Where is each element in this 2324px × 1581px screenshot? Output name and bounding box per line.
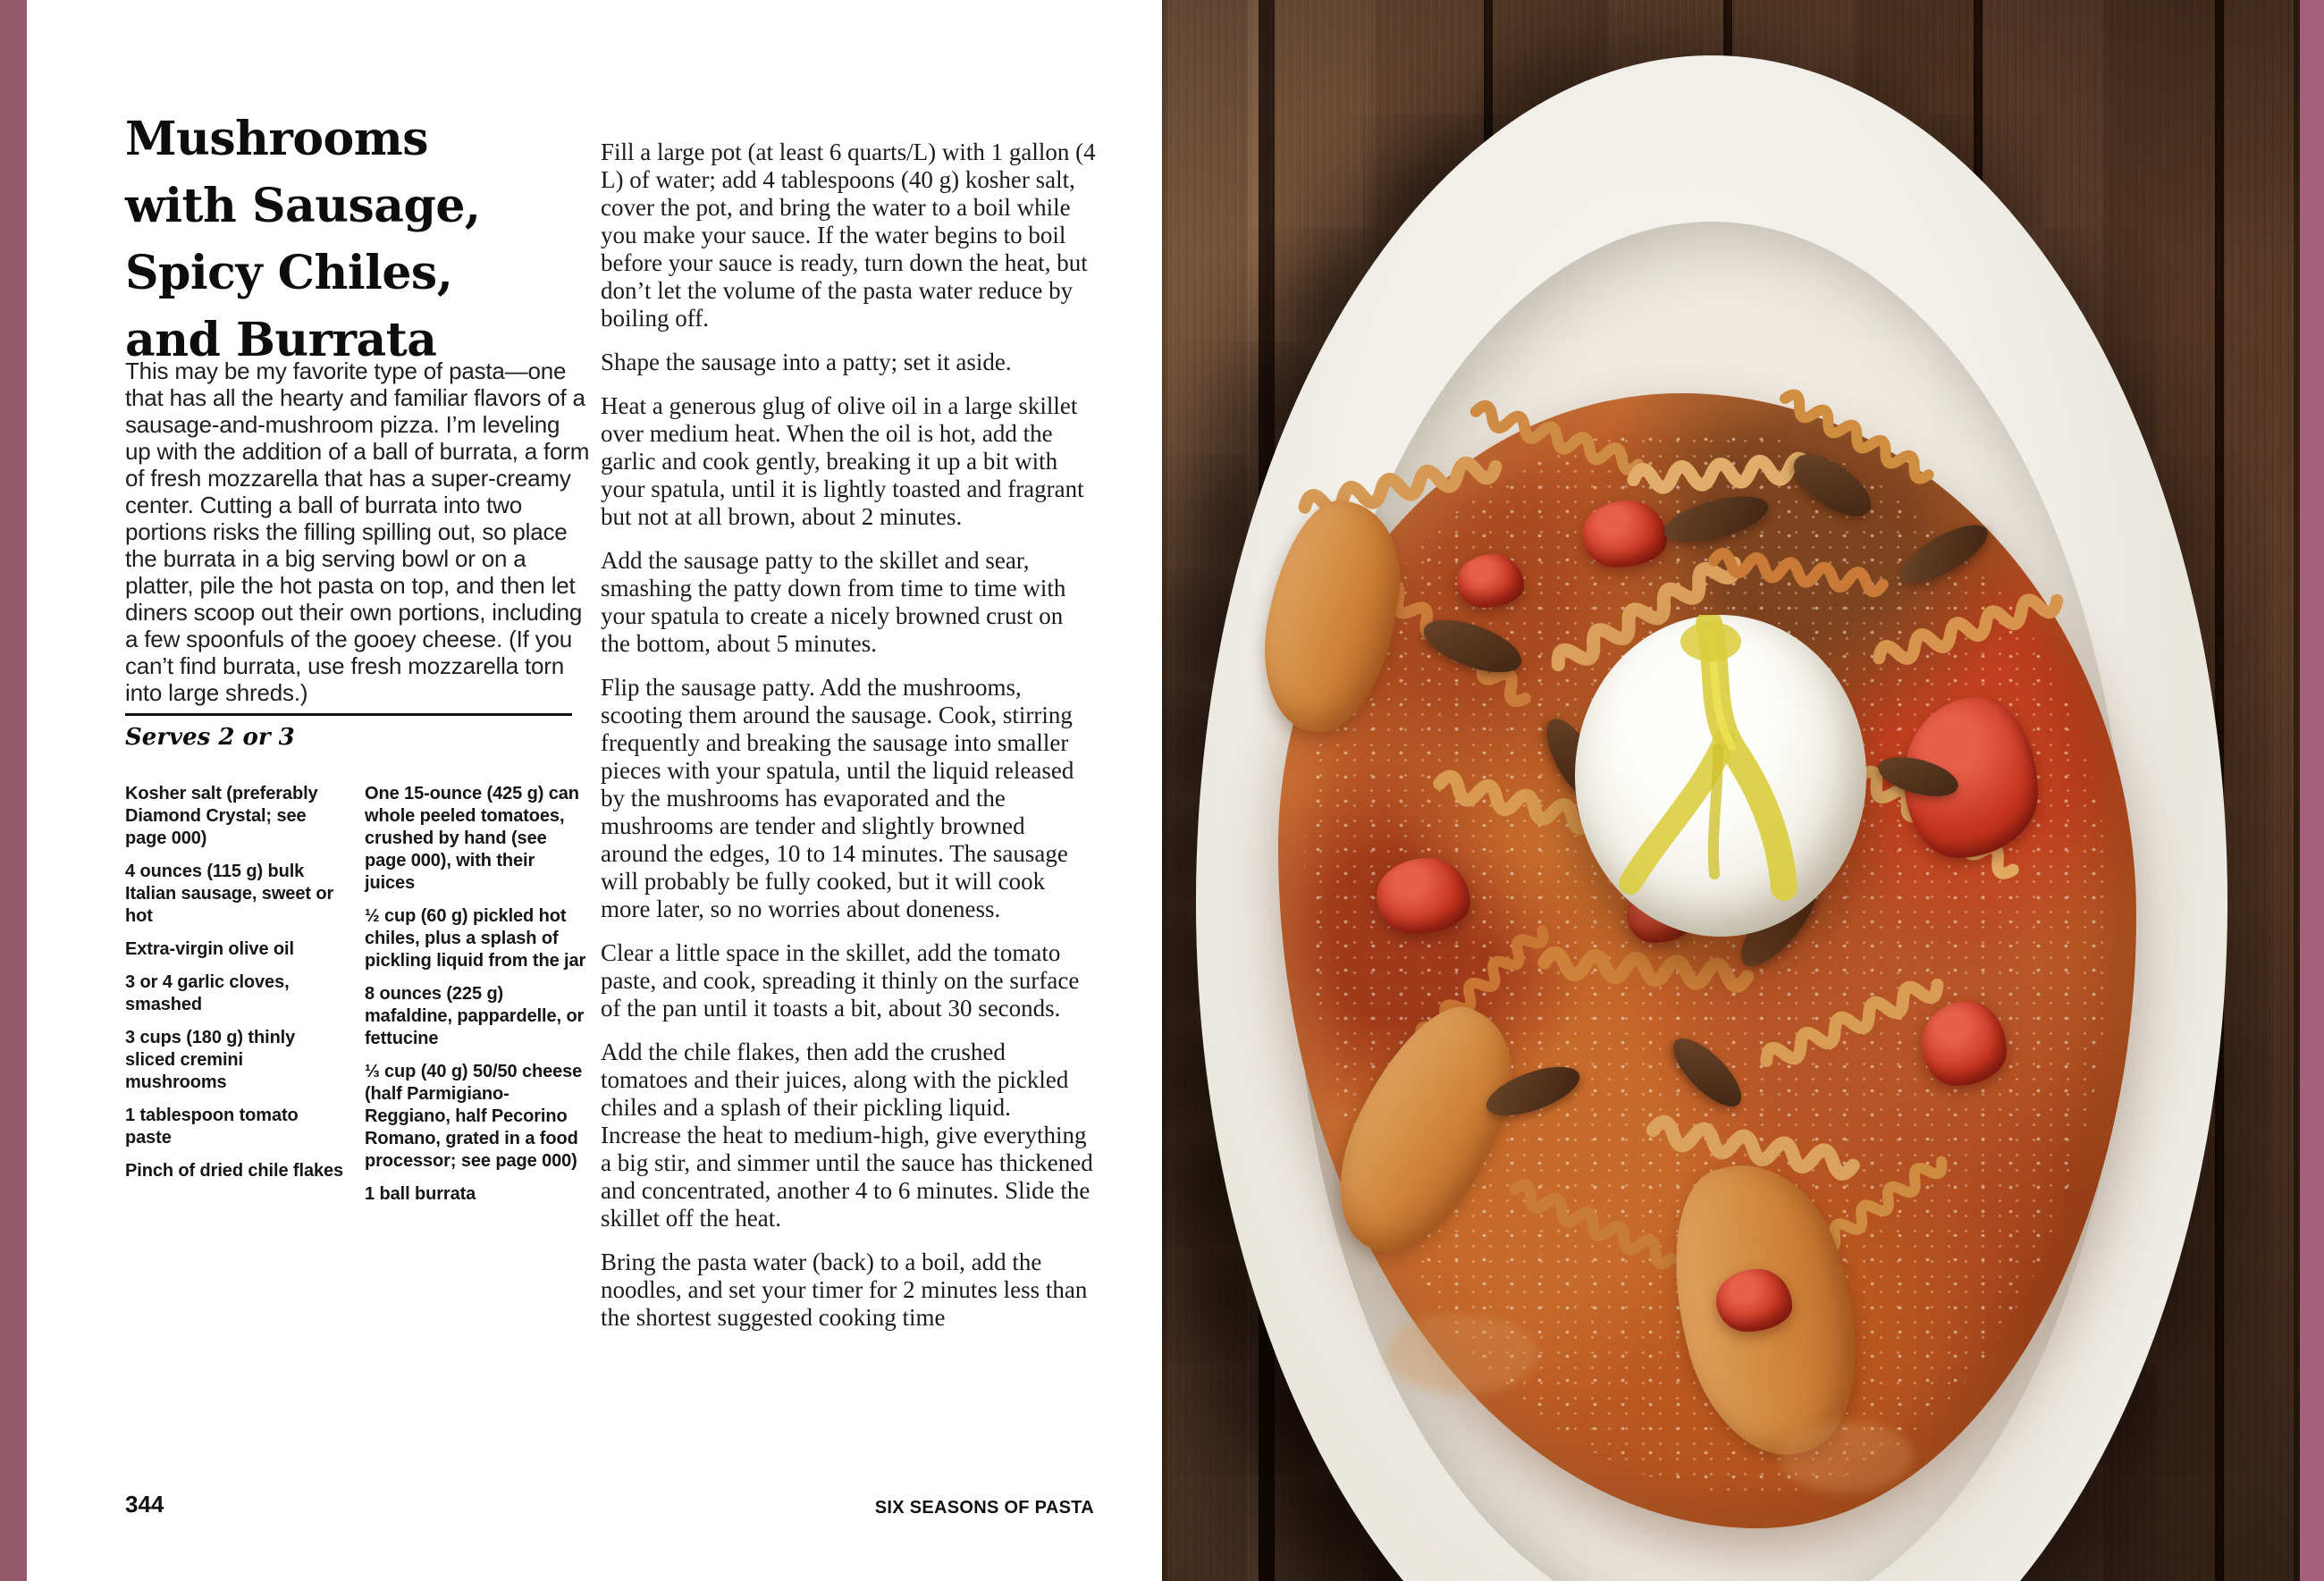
instruction-step: Flip the sausage patty. Add the mushrooms, scooting them around the sausage. Cook, stirring frequently and breaking the sausage into smaller pieces with your spatula, until the liquid released by the mushrooms has evaporated and the mushrooms are tender and slightly browned around the edges, 10 to 14 minutes. The sausage will probably be fully cooked, but it will cook more later, so no worries about doneness. bbox=[601, 674, 1074, 922]
ingredient: Kosher salt (preferably Diamond Crystal; see page 000) bbox=[125, 784, 318, 848]
left-accent-bar bbox=[0, 0, 27, 1581]
ingredient: ⅓ cup (40 g) 50/50 cheese (half Parmigiano-Reggiano, half Pecorino Romano, grated in a food processor; see page 000) bbox=[365, 1062, 583, 1171]
tomato-chunk bbox=[1716, 1269, 1792, 1332]
recipe-title-line: Mushrooms bbox=[125, 112, 429, 166]
instruction-step: Add the chile flakes, then add the crushed tomatoes and their juices, along with the pickled chiles and a splash of their pickling liquid. Increase the heat to medium-high, give everything a big stir, and simmer until the sauce has thickened and concentrated, another 4 to 6 minutes. Slide the skillet off the heat. bbox=[601, 1039, 1093, 1232]
ingredient: One 15-ounce (425 g) can whole peeled tomatoes, crushed by hand (see page 000), with their juices bbox=[365, 784, 579, 893]
olive-oil-drizzle bbox=[1575, 615, 1866, 937]
pasta-photo bbox=[1162, 0, 2324, 1581]
recipe-title-line: and Burrata bbox=[125, 313, 437, 367]
ingredient: Extra-virgin olive oil bbox=[125, 939, 294, 959]
tomato-chunk bbox=[1457, 554, 1524, 608]
instructions bbox=[601, 139, 1097, 1348]
page-number: 344 bbox=[125, 1491, 164, 1518]
instruction-step: Bring the pasta water (back) to a boil, add the noodles, and set your timer for 2 minutes less than the shortest suggested cooking time bbox=[601, 1249, 1088, 1331]
ingredient-column-2 bbox=[365, 783, 588, 1216]
ingredient: 3 cups (180 g) thinly sliced cremini mushrooms bbox=[125, 1028, 296, 1092]
recipe-intro: This may be my favorite type of pasta—one that has all the hearty and familiar flavors of a sausage-and-mushroom pizza. I’m leveling up with the addition of a ball of burrata, a form of fresh mozzarella that has a super-creamy center. Cutting a ball of burrata into two portions risks the filling spilling out, so place the burrata in a big serving bowl or on a platter, pile the hot pasta on top, and then let diners scoop out their own portions, including a few spoonfuls of the gooey cheese. (If you can’t find burrata, use fresh mozzarella torn into large shreds.) bbox=[125, 357, 590, 706]
ingredient: 8 ounces (225 g) mafaldine, pappardelle, or fettucine bbox=[365, 984, 585, 1048]
sauce-smear bbox=[1779, 1421, 1913, 1493]
tomato-chunk bbox=[1922, 1001, 2007, 1086]
recipe-title bbox=[125, 105, 590, 374]
ingredient-list bbox=[125, 783, 590, 1216]
running-footer-book-title: SIX SEASONS OF PASTA bbox=[874, 1498, 1094, 1518]
ingredient: 3 or 4 garlic cloves, smashed bbox=[125, 972, 290, 1014]
sauce-smear bbox=[1385, 1314, 1537, 1394]
divider-rule bbox=[125, 713, 572, 716]
ingredient: ½ cup (60 g) pickled hot chiles, plus a splash of pickling liquid from the jar bbox=[365, 906, 586, 971]
ingredient-column-1 bbox=[125, 783, 349, 1216]
tomato-chunk bbox=[1377, 858, 1470, 934]
recipe-title-line: with Sausage, bbox=[125, 179, 481, 233]
right-accent-bar bbox=[2300, 0, 2324, 1581]
burrata-ball bbox=[1575, 615, 1866, 937]
serves-line: Serves 2 or 3 bbox=[125, 724, 295, 751]
ingredient: 1 ball burrata bbox=[365, 1184, 476, 1204]
instruction-step: Fill a large pot (at least 6 quarts/L) with 1 gallon (4 L) of water; add 4 tablespoons (40 g) kosher salt, cover the pot, and bring the water to a boil while you make your sauce. If the water begins to boil before your sauce is ready, turn down the heat, but don’t let the volume of the pasta water reduce by boiling off. bbox=[601, 139, 1096, 332]
ingredient: 1 tablespoon tomato paste bbox=[125, 1106, 299, 1148]
recipe-page bbox=[27, 0, 1162, 1581]
instruction-step: Heat a generous glug of olive oil in a large skillet over medium heat. When the oil is hot, add the garlic and cook gently, breaking it up a bit with your spatula, until it is lightly toasted and fragrant but not at all brown, about 2 minutes. bbox=[601, 392, 1084, 530]
instruction-step: Add the sausage patty to the skillet and sear, smashing the patty down from time to time with your spatula to create a nicely browned crust on the bottom, about 5 minutes. bbox=[601, 547, 1066, 657]
tomato-chunk bbox=[1582, 500, 1667, 568]
ingredient: 4 ounces (115 g) bulk Italian sausage, sweet or hot bbox=[125, 862, 334, 926]
instruction-step: Shape the sausage into a patty; set it aside. bbox=[601, 349, 1012, 375]
ingredient: Pinch of dried chile flakes bbox=[125, 1161, 344, 1181]
recipe-title-line: Spicy Chiles, bbox=[125, 246, 453, 300]
instruction-step: Clear a little space in the skillet, add the tomato paste, and cook, spreading it thinly on the surface of the pan until it toasts a bit, about 30 seconds. bbox=[601, 939, 1080, 1022]
